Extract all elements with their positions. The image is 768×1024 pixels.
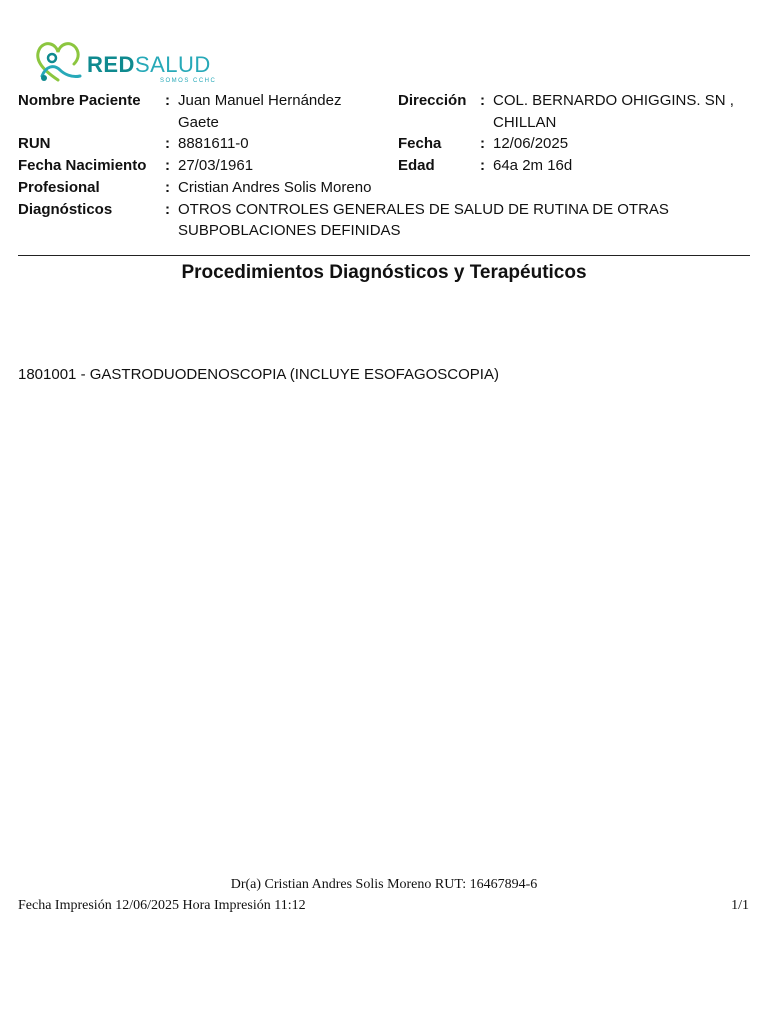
colon: : [165,157,170,174]
redsalud-logo [32,36,222,88]
address-line2: CHILLAN [493,114,557,131]
date-label: Fecha [398,135,442,152]
colon: : [480,135,485,152]
diagnosis-line2: SUBPOBLACIONES DEFINIDAS [178,222,401,239]
patient-name-line2: Gaete [178,114,219,131]
logo-red: RED [87,52,135,77]
age-label: Edad [398,157,435,174]
logo-tagline: SOMOS CCHC [160,78,217,84]
professional-label: Profesional [18,179,100,196]
heart-logo-icon [32,36,84,88]
colon: : [480,157,485,174]
colon: : [165,135,170,152]
header-divider [18,255,750,256]
patient-name-line1: Juan Manuel Hernández [178,92,342,109]
birth-label: Fecha Nacimiento [18,157,147,174]
page-number: 1/1 [731,898,749,913]
colon: : [165,201,170,218]
run-label: RUN [18,135,51,152]
patient-name-label: Nombre Paciente [18,92,141,109]
colon: : [165,179,170,196]
colon: : [480,92,485,109]
logo-salud: SALUD [134,52,211,77]
document-title: Procedimientos Diagnósticos y Terapéuticos [181,262,587,283]
logo-wordmark [87,52,211,78]
procedure-item: 1801001 - GASTRODUODENOSCOPIA (INCLUYE ESOFAGOSCOPIA) [18,366,499,383]
run-value: 8881611-0 [178,135,249,152]
age-value: 64a 2m 16d [493,157,573,174]
diagnosis-line1: OTROS CONTROLES GENERALES DE SALUD DE RUTINA DE OTRAS [178,201,669,218]
colon: : [165,92,170,109]
professional-value: Cristian Andres Solis Moreno [178,179,372,196]
print-info: Fecha Impresión 12/06/2025 Hora Impresión 11:12 [18,898,306,913]
birth-value: 27/03/1961 [178,157,254,174]
address-label: Dirección [398,92,467,109]
date-value: 12/06/2025 [493,135,569,152]
diagnosis-label: Diagnósticos [18,201,113,218]
address-line1: COL. BERNARDO OHIGGINS. SN , [493,92,734,109]
signature-line: Dr(a) Cristian Andres Solis Moreno RUT: 16467894-6 [230,877,538,892]
